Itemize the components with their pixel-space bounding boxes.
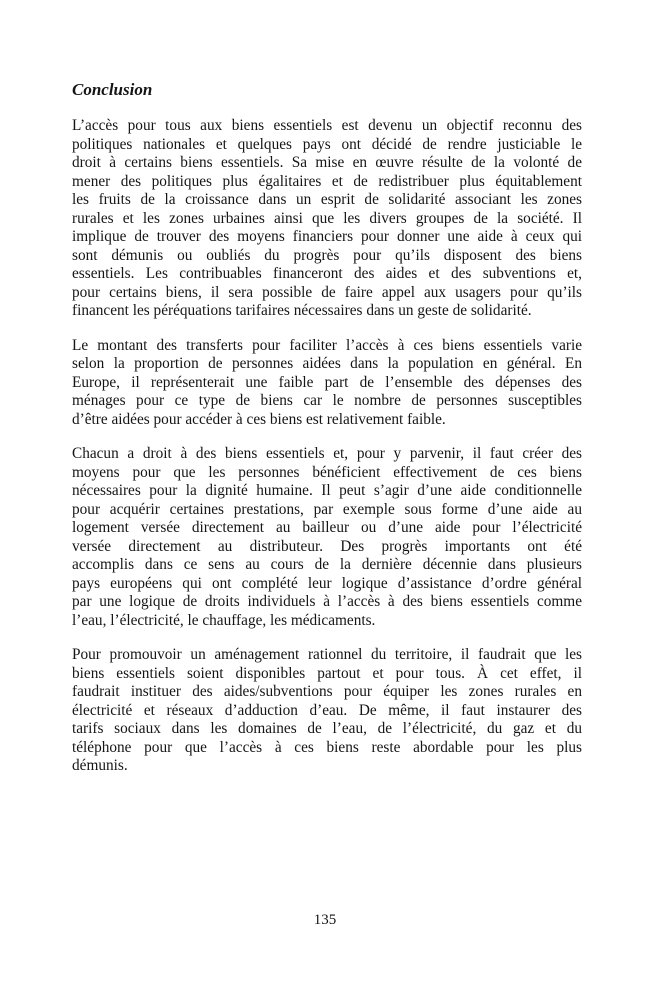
text-line: sont démunis ou oubliés du progrès pour qu’ils disposent des biens	[72, 246, 582, 264]
paragraph	[72, 117, 582, 321]
text-line: l’eau, l’électricité, le chauffage, les médicaments.	[72, 611, 376, 629]
text-line: faudrait instituer des aides/subventions pour équiper les zones rurales en	[72, 683, 582, 700]
text-line: les fruits de la croissance dans un esprit de solidarité associant les zones	[72, 191, 582, 208]
text-line: accomplis dans ce sens au cours de la dernière décennie dans plusieurs	[72, 556, 582, 573]
text-line: Chacun a droit à des biens essentiels et, pour y parvenir, il faut créer des	[72, 445, 582, 462]
text-line: électricité et réseaux d’adduction d’eau. De même, il faut instaurer des	[72, 701, 582, 719]
text-line: rurales et les zones urbaines ainsi que les divers groupes de la société. Il	[72, 209, 582, 227]
text-line: droit à certains biens essentiels. Sa mise en œuvre résulte de la volonté de	[72, 154, 582, 171]
text-line: biens essentiels soient disponibles partout et pour tous. À cet effet, il	[72, 664, 582, 682]
text-line: pays européens qui ont complété leur logique d’assistance d’ordre général	[72, 574, 582, 592]
text-line: téléphone pour que l’accès à ces biens reste abordable pour les plus	[72, 738, 582, 756]
text-line: pour certains biens, il sera possible de faire appel aux usagers pour qu’ils	[72, 283, 582, 301]
body-text	[72, 117, 582, 792]
section-heading: Conclusion	[72, 80, 153, 99]
text-line: versée directement au distributeur. Des progrès importants ont été	[72, 537, 582, 555]
text-line: financent les péréquations tarifaires nécessaires dans un geste de solidarité.	[72, 302, 532, 319]
text-line: Pour promouvoir un aménagement rationnel du territoire, il faudrait que les	[72, 646, 582, 663]
text-line: moyens pour que les personnes bénéficient effectivement de ces biens	[72, 463, 582, 481]
text-line: mener des politiques plus égalitaires et de redistribuer plus équitablement	[72, 172, 582, 190]
text-line: pour acquérir certaines prestations, par exemple sous forme d’une aide au	[72, 500, 582, 518]
paragraph	[72, 445, 582, 630]
text-line: L’accès pour tous aux biens essentiels est devenu un objectif reconnu des	[72, 117, 582, 134]
text-line: démunis.	[72, 757, 128, 774]
text-line: nécessaires pour la dignité humaine. Il peut s’agir d’une aide conditionnelle	[72, 482, 582, 499]
text-line: ménages pour ce type de biens car le nombre de personnes susceptibles	[72, 392, 582, 409]
paragraph	[72, 337, 582, 430]
text-line: par une logique de droits individuels à l’accès à des biens essentiels comme	[72, 593, 582, 610]
text-line: tarifs sociaux dans les domaines de l’eau, de l’électricité, du gaz et du	[72, 720, 582, 737]
text-line: Le montant des transferts pour faciliter l’accès à ces biens essentiels varie	[72, 336, 582, 354]
text-line: Europe, il représenterait une faible part de l’ensemble des dépenses des	[72, 373, 582, 391]
text-line: d’être aidées pour accéder à ces biens est relativement faible.	[72, 410, 446, 428]
text-line: logement versée directement au bailleur ou d’une aide pour l’électricité	[72, 519, 582, 536]
text-line: selon la proportion de personnes aidées dans la population en général. En	[72, 355, 582, 372]
text-line: politiques nationales et quelques pays ont décidé de rendre justiciable le	[72, 135, 582, 153]
text-line: implique de trouver des moyens financiers pour donner une aide à ceux qui	[72, 228, 582, 245]
paragraph	[72, 646, 582, 776]
page-number: 135	[313, 912, 337, 928]
text-line: essentiels. Les contribuables financeront des aides et des subventions et,	[72, 265, 582, 282]
